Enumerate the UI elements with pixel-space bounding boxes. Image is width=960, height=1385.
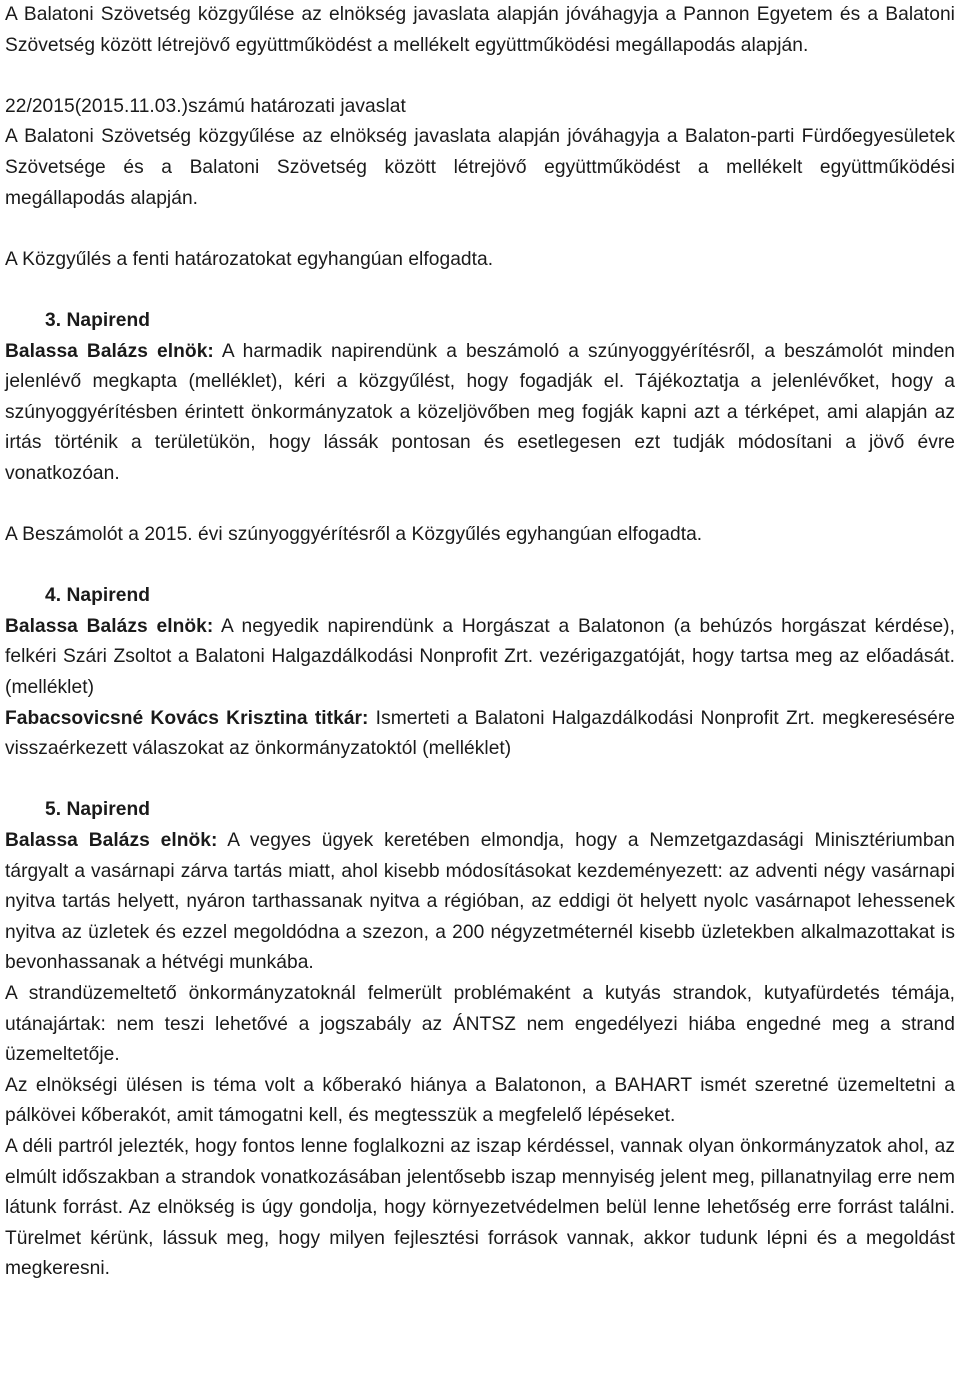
speaker-name: Balassa Balázs elnök:	[5, 830, 218, 852]
agenda-item-4-text-2	[5, 704, 955, 765]
speech-text: A vegyes ügyek keretében elmondja, hogy a Nemzetgazdasági Minisztériumban tárgyalt a vasárnapi zárva tartás miatt, ahol kisebb módosításokat kezdeményezett: az adventi négy vasárnapi nyitva tartás helyett, nyáron tarthassanak nyitva a régióban, az eddigi öt helyett nyolc vasárnapot lehessenek nyitva az üzletek és ezzel megoldódna a szezon, a 200 négyzetméternél kisebb üzletekben alkalmazottakat is bevonhassanak a hétvégi munkába.	[5, 830, 955, 974]
resolution-text-1: A Balatoni Szövetség közgyűlése az elnökség javaslata alapján jóváhagyja a Pannon Egyetem és a Balatoni Szövetség között létrejövő együttműködést a mellékelt együttműködési megállapodás alapján.	[5, 4, 955, 56]
speech-text: A negyedik napirendünk a Horgászat a Balatonon (a behúzós horgászat kérdése), felkéri Szári Zsoltot a Balatoni Halgazdálkodási Nonprofit Zrt. vezérigazgatóját, hogy tartsa meg az előadását. (melléklet)	[5, 615, 956, 699]
agenda-item-4-heading: 4. Napirend	[45, 585, 151, 607]
speech-text: A harmadik napirendünk a beszámoló a szúnyoggyérítésről, a beszámolót minden jelenlévő megkapta (melléklet), kéri a közgyűlést, hogy fogadják el. Tájékoztatja a jelenlévőket, hogy a szúnyoggyérítésben érintett önkormányzatok a közeljövőben meg fogják kapni azt a térképet, ami alapján az irtás történik a területükön, hogy lássák pontosan és esetlegesen ezt tudják módosítani a jövő évre vonatkozóan.	[5, 340, 955, 484]
agenda-item-5-text	[5, 826, 955, 979]
adoption-statement: A Közgyűlés a fenti határozatokat egyhangúan elfogadta.	[5, 248, 494, 270]
speech-text: Ismerteti a Balatoni Halgazdálkodási Nonprofit Zrt. megkeresésére visszaérkezett válaszokat az önkormányzatoktól (melléklet)	[5, 707, 955, 760]
speaker-name: Fabacsovicsné Kovács Krisztina titkár:	[5, 707, 369, 729]
agenda-item-3-adopted: A Beszámolót a 2015. évi szúnyoggyérítésről a Közgyűlés egyhangúan elfogadta.	[5, 524, 703, 546]
agenda-item-5-para-3: Az elnökségi ülésen is téma volt a kőberakó hiánya a Balatonon, a BAHART ismét szeretné üzemeltetni a pálkövei kőberakót, amit támogatni kell, és megtesszük a megfelelő lépéseket.	[5, 1074, 955, 1127]
speaker-name: Balassa Balázs elnök:	[5, 340, 214, 362]
resolution-text-2: A Balatoni Szövetség közgyűlése az elnökség javaslata alapján jóváhagyja a Balaton-parti Fürdőegyesületek Szövetsége és a Balatoni Szövetség között létrejövő együttműködést a mellékelt együttműködési megállapodás alapján.	[5, 126, 955, 209]
agenda-item-4-text	[5, 612, 955, 704]
agenda-item-5-heading: 5. Napirend	[45, 799, 151, 821]
agenda-item-5-para-2: A strandüzemeltető önkormányzatoknál felmerült problémaként a kutyás strandok, kutyafürdetés témája, utánajártak: nem teszi lehetővé a jogszabály az ÁNTSZ nem engedélyezi hiába engedné meg a strand üzemeltetője.	[5, 983, 955, 1066]
resolution-number: 22/2015(2015.11.03.)számú határozati javaslat	[5, 95, 406, 117]
speaker-name: Balassa Balázs elnök:	[5, 615, 214, 637]
agenda-item-3-text	[5, 337, 955, 490]
agenda-item-3-heading: 3. Napirend	[45, 309, 151, 331]
agenda-item-5-para-4: A déli partról jelezték, hogy fontos lenne foglalkozni az iszap kérdéssel, vannak olyan önkormányzatok ahol, az elmúlt időszakban a strandok vonatkozásában jelentősebb iszap mennyiség jelent meg, pillanatnyilag erre nem látunk forrást. Az elnökség is úgy gondolja, hogy környezetvédelmen belül lenne lehetőség erre forrást találni. Türelmet kérünk, lássuk meg, hogy milyen fejlesztési források vannak, akkor tudunk lépni és a megoldást megkeresni.	[5, 1135, 955, 1280]
